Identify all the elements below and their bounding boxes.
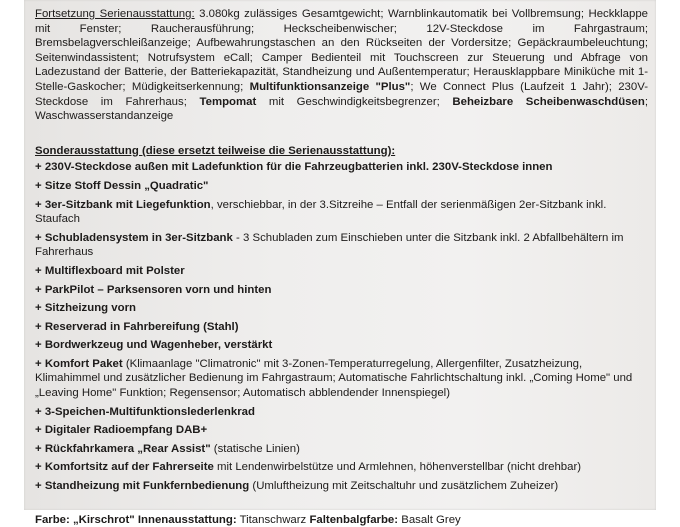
sonderausstattung-list [35,160,648,493]
serien-text-1: 3.080kg zulässiges Gesamtgewicht; Warnblinkautomatik bei Vollbremsung; Heckklappe mit Fenster; Raucherausführung; Heckscheibenwischer; 12V-Steckdose im Fahrgastraum; Bremsbelagverschleißanzeige; Aufbewahrungstaschen an den Rückseiten der Vordersitze; Gepäckraumbeleuchtung; Seitenwindassistent; Notrufsystem eCall; Camper Bedienteil mit Touchscreen zur Steuerung und Abfrage von Ladezustand der Batterie, der Batteriekapazität, Standheizung und Außentemperatur; Herausklappbare Miniküche mit 1-Stelle-Gaskocher; Müdigkeitserkennung; [35,8,648,93]
innenausstattung-value: Titanschwarz [239,513,307,526]
list-item: + Komfort Paket (Klimaanlage "Climatronic" mit 3-Zonen-Temperaturregelung, Allergenfilter, Zusatzheizung, Klimahimmel und zusätzlicher Bedienung im Fahrgastraum; Automatische Fahrlichtschaltung inkl. „Coming Home" und „Leaving Home" Funktion; Regensensor; Automatisch abblendender Innenspiegel) [35,357,633,400]
list-item: + Komfortsitz auf der Fahrerseite mit Lendenwirbelstütze und Armlehnen, höhenverstellbar (nicht drehbar) [35,461,582,474]
faltenbalgfarbe-label: Faltenbalgfarbe: [309,513,399,526]
list-item: + Sitzheizung vorn [35,302,136,315]
serienausstattung-paragraph [35,7,648,124]
list-item: + Standheizung mit Funkfernbedienung (Umluftheizung mit Zeitschaltuhr und zusätzlichem Zuheizer) [35,480,559,493]
serienausstattung-heading: Fortsetzung Serienausstattung: [35,8,195,20]
serien-bold-multifunktionsanzeige: Multifunktionsanzeige "Plus" [249,80,411,93]
innenausstattung-label: Innenausstattung: [137,513,237,526]
list-item: + 3-Speichen-Multifunktionslederlenkrad [35,405,255,418]
farbe-line [35,513,648,527]
faltenbalgfarbe-value: Basalt Grey [401,513,461,526]
list-item: + Multiflexboard mit Polster [35,264,185,277]
serien-text-4: ; Waschwasserstandanzeige [35,95,648,123]
list-item: + Rückfahrkamera „Rear Assist" (statische Linien) [35,442,300,455]
list-item: + 3er-Sitzbank mit Liegefunktion, verschiebbar, in der 3.Sitzreihe – Entfall der serienmäßigen 2er-Sitzbank inkl. Staufach [35,198,607,226]
serien-bold-tempomat: Tempomat [199,95,257,108]
sonderausstattung-title: Sonderausstattung (diese ersetzt teilweise die Serienausstattung): [35,144,396,157]
list-item: + Reserverad in Fahrbereifung (Stahl) [35,320,239,333]
serien-bold-scheibenwaschduesen: Beheizbare Scheibenwaschdüsen [452,95,645,108]
farbe-label: Farbe: „Kirschrot" [35,513,135,526]
list-item: + 230V-Steckdose außen mit Ladefunktion für die Fahrzeugbatterien inkl. 230V-Steckdose innen [35,161,553,174]
list-item: + ParkPilot – Parksensoren vorn und hinten [35,283,272,296]
list-item: + Bordwerkzeug und Wagenheber, verstärkt [35,339,273,352]
list-item: + Sitze Stoff Dessin „Quadratic" [35,179,209,192]
list-item: + Schubladensystem in 3er-Sitzbank - 3 Schubladen zum Einschieben unter die Sitzbank inkl. 2 Abfallbehältern im Fahrerhaus [35,231,624,259]
list-item: + Digitaler Radioempfang DAB+ [35,424,208,437]
serien-text-2: ; We Connect Plus (Laufzeit 1 Jahr); 230V-Steckdose im Fahrerhaus; [35,80,648,108]
document-page [24,0,656,526]
serien-text-3: mit Geschwindigkeitsbegrenzer; [256,95,453,108]
